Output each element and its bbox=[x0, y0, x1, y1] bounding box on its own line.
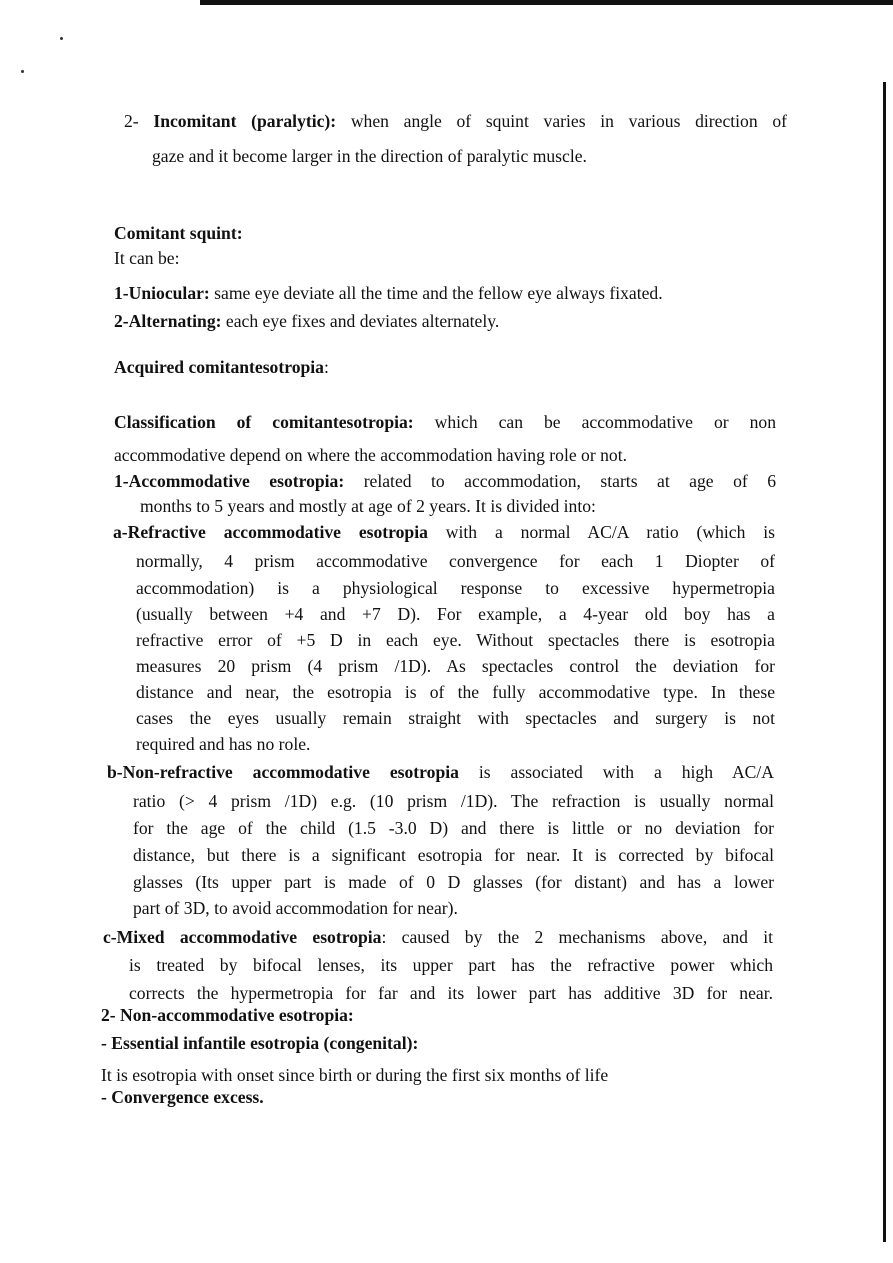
accommodative-line-2: months to 5 years and mostly at age of 2 years. It is divided into: bbox=[140, 496, 596, 516]
nonrefractive-line-5: glasses (Its upper part is made of 0 D glasses (for distant) and has a lower bbox=[133, 872, 774, 892]
incomitant-line-2: gaze and it become larger in the direction of paralytic muscle. bbox=[152, 146, 587, 166]
acquired-heading: Acquired comitantesotropia: bbox=[114, 357, 329, 377]
uniocular-line: 1-Uniocular: same eye deviate all the time and the fellow eye always fixated. bbox=[114, 283, 663, 303]
refractive-line-1: a-Refractive accommodative esotropia with a normal AC/A ratio (which is bbox=[113, 522, 775, 542]
alternating-line: 2-Alternating: each eye fixes and deviates alternately. bbox=[114, 311, 500, 331]
refractive-line-6: measures 20 prism (4 prism /1D). As spectacles control the deviation for bbox=[136, 656, 775, 676]
classification-line-2: accommodative depend on where the accommodation having role or not. bbox=[114, 445, 627, 465]
nonrefractive-line-1: b-Non-refractive accommodative esotropia is associated with a high AC/A bbox=[107, 762, 774, 782]
scan-speck bbox=[60, 37, 63, 40]
scan-edge-right bbox=[883, 82, 886, 1242]
nonrefractive-line-4: distance, but there is a significant esotropia for near. It is corrected by bifocal bbox=[133, 845, 774, 865]
refractive-line-5: refractive error of +5 D in each eye. Without spectacles there is esotropia bbox=[136, 630, 775, 650]
comitant-intro: It can be: bbox=[114, 248, 180, 268]
refractive-line-9: required and has no role. bbox=[136, 734, 311, 754]
scan-edge-top bbox=[200, 0, 893, 5]
classification-line-1: Classification of comitantesotropia: which can be accommodative or non bbox=[114, 412, 776, 432]
nonrefractive-line-2: ratio (> 4 prism /1D) e.g. (10 prism /1D). The refraction is usually normal bbox=[133, 791, 774, 811]
refractive-line-3: accommodation) is a physiological response to excessive hypermetropia bbox=[136, 578, 775, 598]
mixed-line-2: is treated by bifocal lenses, its upper part has the refractive power which bbox=[129, 955, 773, 975]
refractive-line-7: distance and near, the esotropia is of the fully accommodative type. In these bbox=[136, 682, 775, 702]
mixed-line-1: c-Mixed accommodative esotropia: caused by the 2 mechanisms above, and it bbox=[103, 927, 773, 947]
mixed-line-3: corrects the hypermetropia for far and its lower part has additive 3D for near. bbox=[129, 983, 773, 1003]
comitant-heading: Comitant squint: bbox=[114, 223, 243, 243]
infantile-text: It is esotropia with onset since birth or during the first six months of life bbox=[101, 1065, 609, 1085]
incomitant-line-1: 2- Incomitant (paralytic): when angle of squint varies in various direction of bbox=[124, 111, 788, 131]
refractive-line-4: (usually between +4 and +7 D). For example, a 4-year old boy has a bbox=[136, 604, 775, 624]
scan-speck bbox=[21, 70, 24, 73]
nonrefractive-line-3: for the age of the child (1.5 -3.0 D) and there is little or no deviation for bbox=[133, 818, 774, 838]
convergence-excess: - Convergence excess. bbox=[101, 1087, 264, 1107]
nonaccommodative-heading: 2- Non-accommodative esotropia: bbox=[101, 1005, 354, 1025]
infantile-heading: - Essential infantile esotropia (congenital): bbox=[101, 1033, 419, 1053]
refractive-line-2: normally, 4 prism accommodative convergence for each 1 Diopter of bbox=[136, 551, 775, 571]
refractive-line-8: cases the eyes usually remain straight with spectacles and surgery is not bbox=[136, 708, 775, 728]
nonrefractive-line-6: part of 3D, to avoid accommodation for near). bbox=[133, 898, 458, 918]
accommodative-line-1: 1-Accommodative esotropia: related to accommodation, starts at age of 6 bbox=[114, 471, 776, 491]
